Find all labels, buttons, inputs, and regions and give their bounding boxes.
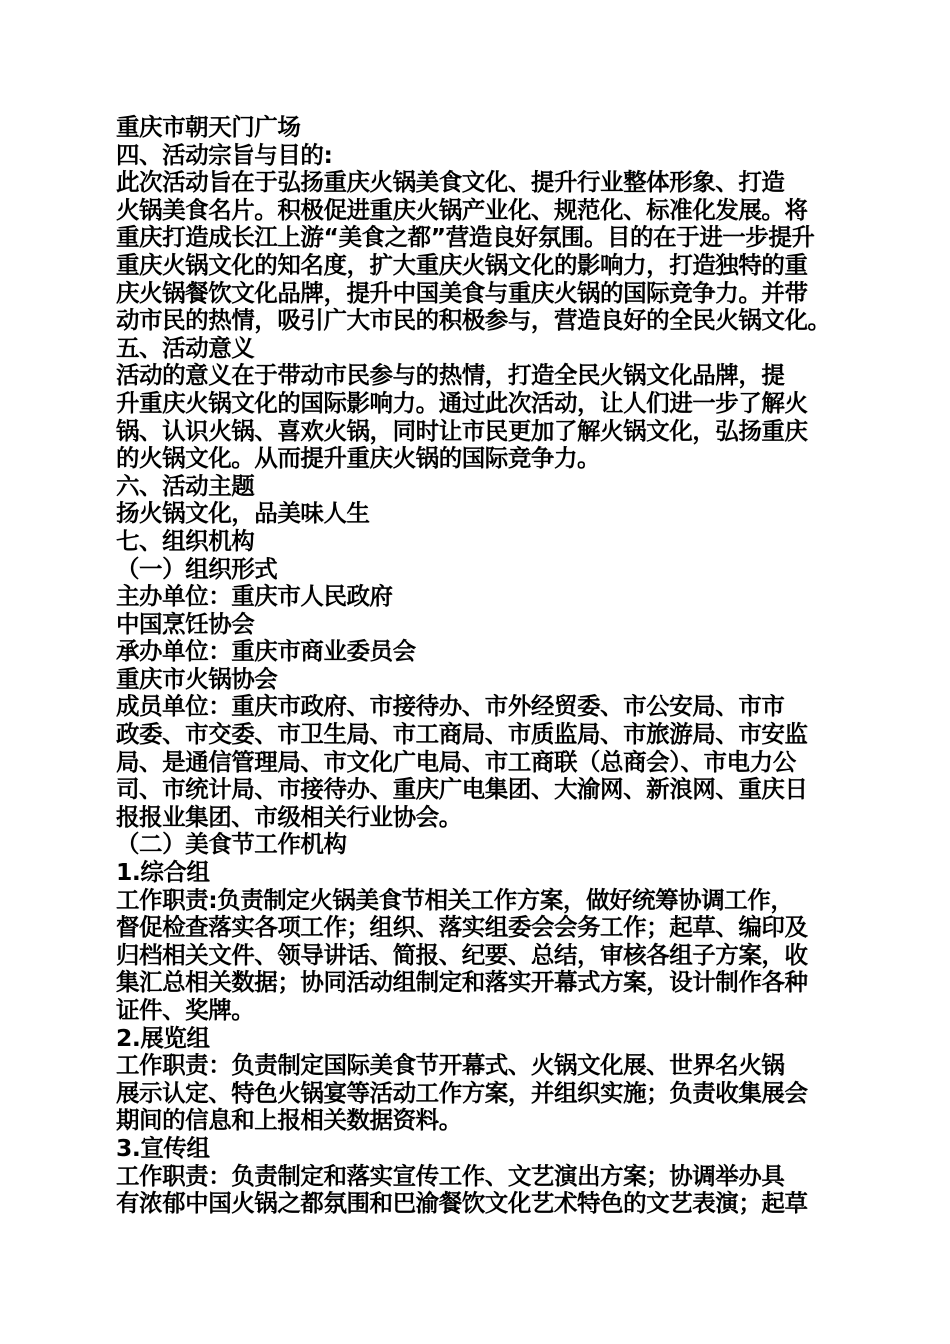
text-line: 重庆打造成长江上游“美食之都”营造良好氛围。目的在于进一步提升 xyxy=(116,223,815,252)
text-line: 锅、认识火锅、喜欢火锅，同时让市民更加了解火锅文化，弘扬重庆 xyxy=(116,416,808,445)
text-line: 火锅美食名片。积极促进重庆火锅产业化、规范化、标准化发展。将 xyxy=(116,195,808,224)
text-line: 主办单位：重庆市人民政府 xyxy=(116,582,393,611)
text-line: 期间的信息和上报相关数据资料。 xyxy=(116,1106,462,1135)
text-line: 有浓郁中国火锅之都氛围和巴渝餐饮文化艺术特色的文艺表演；起草 xyxy=(116,1189,808,1218)
text-line: 工作职责：负责制定和落实宣传工作、文艺演出方案；协调举办具 xyxy=(116,1161,785,1190)
text-line: 此次活动旨在于弘扬重庆火锅美食文化、提升行业整体形象、打造 xyxy=(116,168,785,197)
text-line: 扬火锅文化，品美味人生 xyxy=(116,499,370,528)
text-line: 升重庆火锅文化的国际影响力。通过此次活动，让人们进一步了解火 xyxy=(116,388,808,417)
text-line: 重庆市朝天门广场 xyxy=(116,113,301,141)
subsection-heading: （一）组织形式 xyxy=(116,554,278,583)
text-line: 成员单位：重庆市政府、市接待办、市外经贸委、市公安局、市市 xyxy=(116,692,785,721)
text-line: 证件、奖牌。 xyxy=(116,996,255,1024)
text-line: 报报业集团、市级相关行业协会。 xyxy=(116,802,462,831)
text-line: 督促检查落实各项工作；组织、落实组委会会务工作；起草、编印及 xyxy=(116,913,808,942)
text-line: 承办单位：重庆市商业委员会 xyxy=(116,637,416,666)
group-heading: 1.综合组 xyxy=(116,858,210,887)
text-line: 动市民的热情，吸引广大市民的积极参与，营造良好的全民火锅文化。 xyxy=(116,306,831,335)
text-line: 工作职责：负责制定国际美食节开幕式、火锅文化展、世界名火锅 xyxy=(116,1051,785,1080)
text-line: 归档相关文件、领导讲话、简报、纪要、总结，审核各组子方案，收 xyxy=(116,940,808,969)
text-line: 局、是通信管理局、市文化广电局、市工商联（总商会）、市电力公 xyxy=(116,747,796,776)
section-heading: 七、组织机构 xyxy=(116,526,255,555)
section-heading: 四、活动宗旨与目的: xyxy=(116,140,333,169)
text-line: 政委、市交委、市卫生局、市工商局、市质监局、市旅游局、市安监 xyxy=(116,720,808,749)
text-line: 中国烹饪协会 xyxy=(116,609,255,638)
text-line: 集汇总相关数据；协同活动组制定和落实开幕式方案，设计制作各种 xyxy=(116,968,808,997)
text-line: 重庆火锅文化的知名度，扩大重庆火锅文化的影响力，打造独特的重 xyxy=(116,250,808,279)
section-heading: 五、活动意义 xyxy=(116,333,255,362)
text-line: 工作职责:负责制定火锅美食节相关工作方案，做好统筹协调工作， xyxy=(116,885,794,914)
group-heading: 3.宣传组 xyxy=(116,1133,210,1162)
text-line: 展示认定、特色火锅宴等活动工作方案，并组织实施；负责收集展会 xyxy=(116,1078,808,1107)
text-line: 庆火锅餐饮文化品牌，提升中国美食与重庆火锅的国际竞争力。并带 xyxy=(116,278,808,307)
text-line: 司、市统计局、市接待办、重庆广电集团、大渝网、新浪网、重庆日 xyxy=(116,775,808,804)
group-heading: 2.展览组 xyxy=(116,1023,210,1052)
section-heading: 六、活动主题 xyxy=(116,471,255,500)
text-line: 的火锅文化。从而提升重庆火锅的国际竞争力。 xyxy=(116,444,601,473)
document-body xyxy=(116,114,840,1218)
subsection-heading: （二）美食节工作机构 xyxy=(116,830,347,859)
text-line: 重庆市火锅协会 xyxy=(116,664,278,693)
text-line: 活动的意义在于带动市民参与的热情，打造全民火锅文化品牌，提 xyxy=(116,361,785,390)
